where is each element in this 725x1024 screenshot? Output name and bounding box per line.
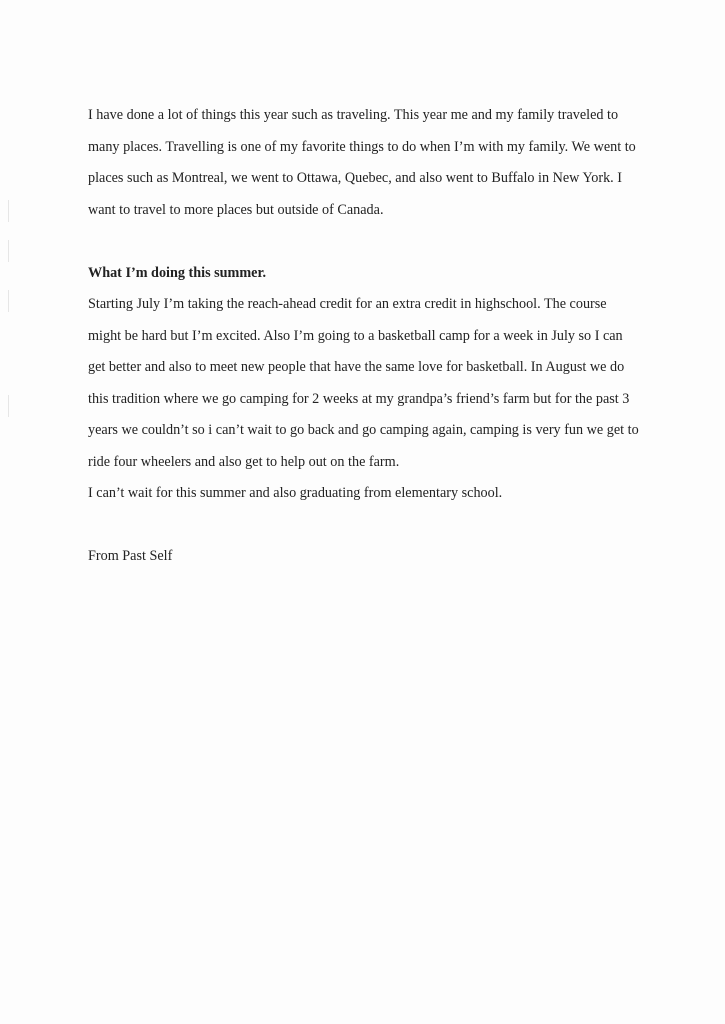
text-line: ride four wheelers and also get to help out on the farm.: [88, 453, 400, 470]
text-line: places such as Montreal, we went to Ottawa, Quebec, and also went to Buffalo in New York. I: [88, 170, 623, 186]
letter-body: [88, 100, 668, 573]
paragraph-graduation: I can’t wait for this summer and also graduating from elementary school.: [88, 485, 503, 501]
paragraph-summer-plans: [88, 289, 668, 478]
scan-edge-mark: [8, 290, 9, 312]
text-line: want to travel to more places but outside of Canada.: [88, 201, 384, 218]
paragraph-traveling: [88, 100, 668, 226]
scan-edge-mark: [8, 240, 9, 262]
text-line: might be hard but I’m excited. Also I’m going to a basketball camp for a week in July so I can: [88, 327, 623, 344]
scan-edge-mark: [8, 200, 9, 222]
letter-closing: From Past Self: [88, 548, 173, 564]
text-line: Starting July I’m taking the reach-ahead credit for an extra credit in highschool. The course: [88, 296, 607, 312]
scan-edge-mark: [8, 395, 9, 417]
section-heading: What I’m doing this summer.: [88, 264, 267, 281]
text-line: years we couldn’t so i can’t wait to go back and go camping again, camping is very fun we get to: [88, 422, 639, 438]
text-line: this tradition where we go camping for 2 weeks at my grandpa’s friend’s farm but for the past 3: [88, 390, 630, 407]
text-line: many places. Travelling is one of my favorite things to do when I’m with my family. We went to: [88, 138, 636, 155]
text-line: I have done a lot of things this year such as traveling. This year me and my family traveled to: [88, 107, 619, 123]
text-line: get better and also to meet new people that have the same love for basketball. In August we do: [88, 359, 625, 375]
